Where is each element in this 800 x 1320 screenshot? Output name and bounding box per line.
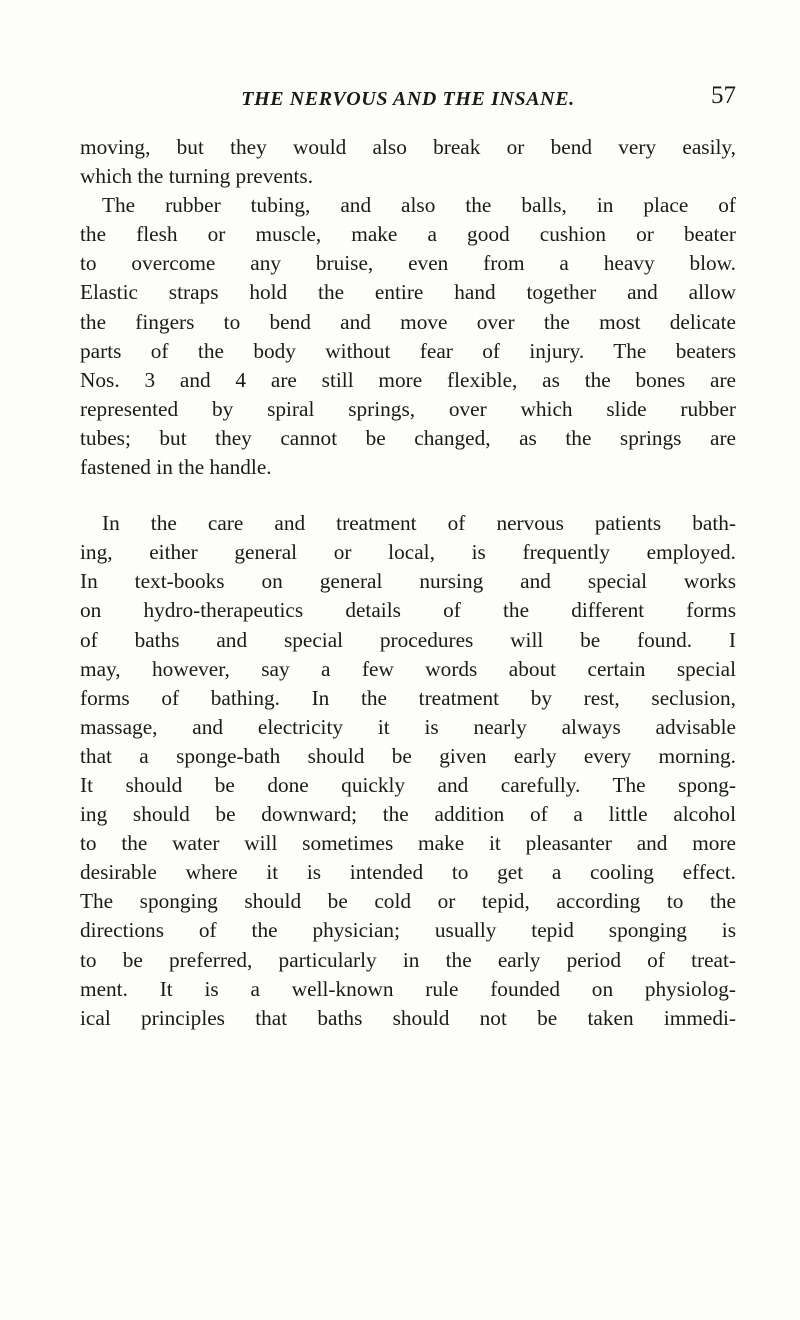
text-line: that a sponge-bath should be given early every morning. bbox=[80, 743, 736, 768]
text-line: the flesh or muscle, make a good cushion or beater bbox=[80, 222, 736, 247]
text-line: of baths and special procedures will be found. I bbox=[80, 627, 736, 652]
text-line: to the water will sometimes make it pleasanter and more bbox=[80, 831, 736, 856]
text-line: which the turning prevents. bbox=[80, 164, 314, 189]
paragraph bbox=[80, 133, 736, 191]
text-line: ical principles that baths should not be taken immedi- bbox=[80, 1005, 736, 1030]
text-line: to be preferred, particularly in the early period of treat- bbox=[80, 947, 736, 972]
text-line: In text-books on general nursing and special works bbox=[80, 569, 736, 594]
paragraph bbox=[80, 509, 736, 1033]
text-line: In the care and treatment of nervous patients bath- bbox=[102, 511, 736, 536]
text-line: moving, but they would also break or bend very easily, bbox=[80, 135, 736, 159]
text-line: desirable where it is intended to get a cooling effect. bbox=[80, 860, 736, 885]
body-text bbox=[80, 133, 736, 1033]
text-line: fastened in the handle. bbox=[80, 455, 272, 480]
text-line: directions of the physician; usually tepid sponging is bbox=[80, 918, 736, 943]
running-head bbox=[80, 82, 736, 116]
running-title: THE NERVOUS AND THE INSANE. bbox=[241, 88, 575, 110]
paragraph bbox=[80, 191, 736, 482]
text-line: ment. It is a well-known rule founded on physiolog- bbox=[80, 976, 736, 1001]
text-line: on hydro-therapeutics details of the different forms bbox=[80, 598, 736, 623]
text-line: The rubber tubing, and also the balls, in place of bbox=[102, 193, 736, 218]
text-line: ing should be downward; the addition of a little alcohol bbox=[80, 802, 736, 827]
text-line: represented by spiral springs, over which slide rubber bbox=[80, 396, 736, 421]
text-line: to overcome any bruise, even from a heavy blow. bbox=[80, 251, 736, 276]
text-line: It should be done quickly and carefully. The spong- bbox=[80, 772, 736, 797]
page-number: 57 bbox=[711, 82, 736, 109]
text-line: Elastic straps hold the entire hand together and allow bbox=[80, 280, 736, 305]
text-line: may, however, say a few words about certain special bbox=[80, 656, 736, 681]
text-line: the fingers to bend and move over the most delicate bbox=[80, 309, 736, 334]
text-line: ing, either general or local, is frequently employed. bbox=[80, 540, 736, 565]
text-line: parts of the body without fear of injury. The beaters bbox=[80, 338, 736, 363]
text-line: forms of bathing. In the treatment by rest, seclusion, bbox=[80, 685, 736, 710]
text-line: massage, and electricity it is nearly always advisable bbox=[80, 714, 736, 739]
text-line: Nos. 3 and 4 are still more flexible, as the bones are bbox=[80, 367, 736, 392]
paragraph-gap bbox=[80, 482, 736, 509]
text-line: The sponging should be cold or tepid, according to the bbox=[80, 889, 736, 914]
text-line: tubes; but they cannot be changed, as the springs are bbox=[80, 425, 736, 450]
